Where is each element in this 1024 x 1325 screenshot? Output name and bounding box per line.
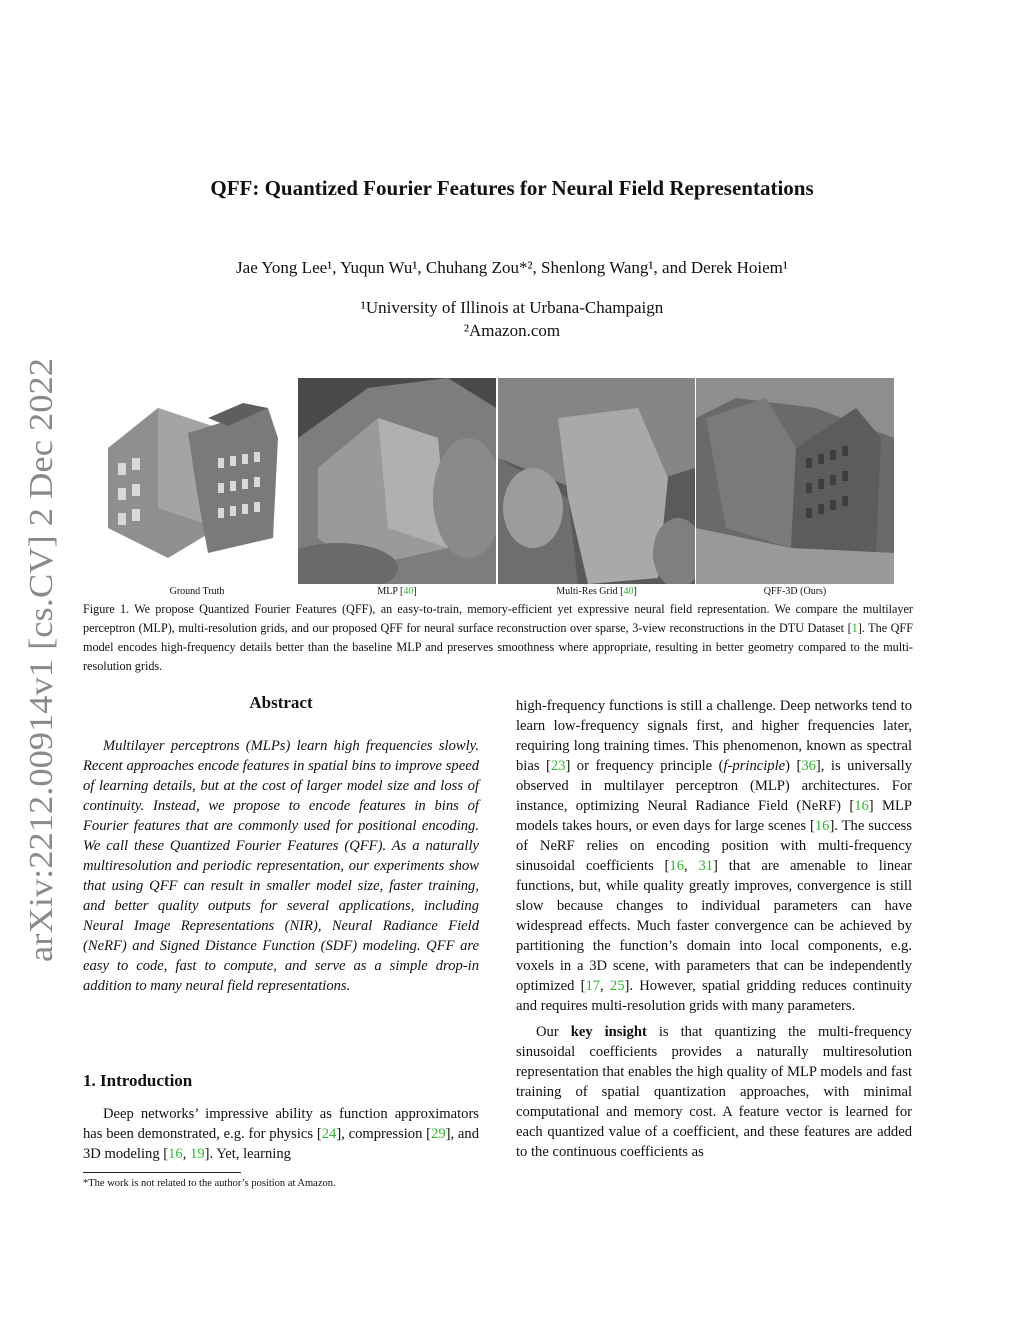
- figure-caption: Figure 1. We propose Quantized Fourier Features (QFF), an easy-to-train, memory-efficient yet expressive neural field representation. We compare the multilayer perceptron (MLP), multi-resolution grids, and our proposed QFF for neural surface reconstruction over sparse, 3-view reconstructions in the DTU Dataset [1]. The QFF model encodes high-frequency details better than the baseline MLP and preserves smoothness where appropriate, resulting in better geometry compared to the multi-resolution grids.: [83, 602, 913, 673]
- arxiv-sidebar: [6, 355, 70, 965]
- label-ground-truth: Ground Truth: [169, 586, 225, 597]
- citation-link[interactable]: 16: [854, 798, 869, 814]
- ground-truth-render: [98, 378, 296, 584]
- intro-paragraph-continued: high-frequency functions is still a challenge. Deep networks tend to learn low-frequency signals first, and higher frequencies later, requiring long training times. This phenomenon, known as spectral bias [23] or frequency principle (f-principle) [36], is universally observed in multilayer perceptron (MLP) architectures. For instance, optimizing Neural Radiance Field (NeRF) [16] MLP models takes hours, or even days for large scenes [16]. The success of NeRF relies on encoding position with multi-frequency sinusoidal coefficients [16, 31] that are amenable to linear functions, but, while quality greatly improves, convergence is still slow because changes to individual parameters can have widespread effects. Much faster convergence can be achieved by partitioning the function’s domain into local components, e.g. voxels in a 3D scene, with parameters that can be independently optimized [17, 25]. However, spatial gridding reduces continuity and requires multi-resolution grids with many parameters.: [516, 698, 912, 1014]
- citation-link[interactable]: 16: [814, 818, 830, 834]
- citation-link[interactable]: 25: [609, 978, 625, 994]
- citation-link[interactable]: 40: [623, 586, 634, 597]
- abstract-heading: Abstract: [249, 693, 313, 712]
- affiliation-2: ²Amazon.com: [463, 321, 561, 340]
- citation-link[interactable]: 19: [190, 1146, 205, 1162]
- footnote-rule: [83, 1172, 241, 1173]
- citation-link[interactable]: 16: [669, 858, 685, 874]
- label-qff-3d: QFF-3D (Ours): [763, 586, 827, 597]
- citation-link[interactable]: 17: [585, 978, 601, 994]
- abstract-body: Multilayer perceptrons (MLPs) learn high frequencies slowly. Recent approaches encode features in spatial bins to improve speed of learning details, but at the cost of larger model size and loss of continuity. Instead, we propose to encode features in bins of Fourier features that are commonly used for positional encoding. We call these Quantized Fourier Features (QFF). As a naturally multiresolution and periodic representation, our experiments show that using QFF can result in smaller model size, faster training, and better quality outputs for several applications, including Neural Image Representations (NIR), Neural Radiance Field (NeRF) and Signed Distance Function (SDF) modeling. QFF are easy to code, fast to compute, and serve as a simple drop-in addition to many neural field representations.: [83, 738, 479, 994]
- right-column: [516, 696, 912, 1162]
- citation-link[interactable]: 29: [431, 1126, 446, 1142]
- citation-link[interactable]: 36: [801, 758, 816, 774]
- arxiv-id: arXiv:2212.00914v1 [cs.CV] 2 Dec 2022: [23, 399, 60, 962]
- figure-panel-mlp: [298, 378, 496, 584]
- affiliation-1: ¹University of Illinois at Urbana-Champaign: [360, 298, 664, 317]
- mlp-render: [298, 378, 496, 584]
- footnote: *The work is not related to the author’s position at Amazon.: [83, 1178, 336, 1189]
- author-list: Jae Yong Lee¹, Yuqun Wu¹, Chuhang Zou*², Shenlong Wang¹, and Derek Hoiem¹: [236, 258, 788, 277]
- arxiv-sidebar-svg: [6, 355, 70, 965]
- citation-link[interactable]: 24: [321, 1126, 337, 1142]
- figure-panel-ground-truth: [98, 378, 296, 584]
- section-heading-introduction: 1. Introduction: [83, 1071, 193, 1090]
- intro-paragraph-key-insight: Our key insight is that quantizing the multi-frequency sinusoidal coefficients provides a naturally multiresolution representation that enables the high quality of MLP models and fast training of spatial quantization approaches, with minimal computational and memory cost. A feature vector is learned for each quantized value of a coefficient, and these features are added to the continuous coefficients as: [516, 1024, 912, 1160]
- figure-panel-multires-grid: [498, 378, 695, 584]
- paper-title: QFF: Quantized Fourier Features for Neural Field Representations: [210, 176, 814, 200]
- citation-link[interactable]: 23: [550, 758, 566, 774]
- citation-link[interactable]: 31: [698, 858, 714, 874]
- label-multires-grid: Multi-Res Grid [40]: [556, 586, 637, 597]
- multires-grid-render: [498, 378, 695, 584]
- label-mlp: MLP [40]: [377, 586, 417, 597]
- citation-link[interactable]: 1: [851, 621, 858, 635]
- qff-3d-render: [696, 378, 894, 584]
- figure-panel-qff-3d: [696, 378, 894, 584]
- citation-link[interactable]: 40: [403, 586, 414, 597]
- intro-paragraph-1: Deep networks’ impressive ability as function approximators has been demonstrated, e.g. for physics [24], compression [29], and 3D modeling [16, 19]. Yet, learning: [83, 1106, 480, 1162]
- citation-link[interactable]: 16: [168, 1146, 183, 1162]
